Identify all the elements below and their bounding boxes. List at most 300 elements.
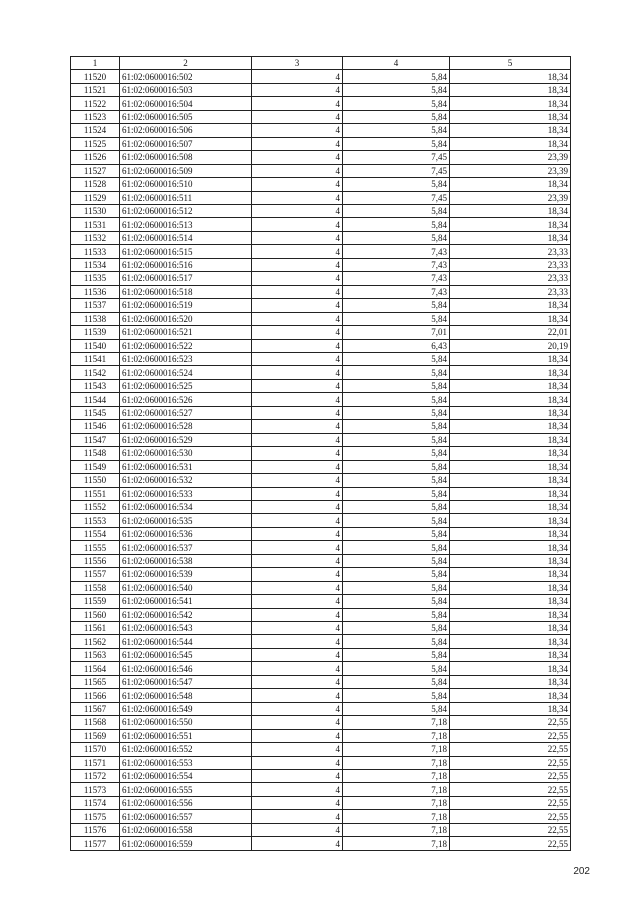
value-4-cell: 5,84 — [343, 581, 450, 594]
row-number-cell: 11538 — [71, 312, 120, 325]
value-3-cell: 4 — [252, 366, 343, 379]
cadastral-number-cell: 61:02:0600016:555 — [120, 783, 252, 796]
value-5-cell: 18,34 — [450, 595, 571, 608]
value-4-cell: 7,18 — [343, 756, 450, 769]
table-row — [71, 299, 571, 312]
table-row — [71, 716, 571, 729]
value-4-cell: 6,43 — [343, 339, 450, 352]
cadastral-number-cell: 61:02:0600016:537 — [120, 541, 252, 554]
value-3-cell: 4 — [252, 339, 343, 352]
value-5-cell: 18,34 — [450, 568, 571, 581]
value-3-cell: 4 — [252, 151, 343, 164]
table-row — [71, 258, 571, 271]
value-5-cell: 18,34 — [450, 393, 571, 406]
value-5-cell: 18,34 — [450, 70, 571, 83]
value-5-cell: 18,34 — [450, 110, 571, 123]
value-3-cell: 4 — [252, 729, 343, 742]
value-3-cell: 4 — [252, 97, 343, 110]
value-4-cell: 7,45 — [343, 191, 450, 204]
cadastral-number-cell: 61:02:0600016:521 — [120, 326, 252, 339]
value-5-cell: 23,39 — [450, 151, 571, 164]
table-row — [71, 285, 571, 298]
table-row — [71, 796, 571, 809]
value-4-cell: 5,84 — [343, 83, 450, 96]
value-3-cell: 4 — [252, 447, 343, 460]
value-4-cell: 5,84 — [343, 433, 450, 446]
table-row — [71, 460, 571, 473]
value-3-cell: 4 — [252, 406, 343, 419]
value-3-cell: 4 — [252, 608, 343, 621]
cadastral-number-cell: 61:02:0600016:532 — [120, 474, 252, 487]
table-row — [71, 837, 571, 850]
value-3-cell: 4 — [252, 379, 343, 392]
table-row — [71, 608, 571, 621]
table-row — [71, 178, 571, 191]
value-3-cell: 4 — [252, 662, 343, 675]
value-3-cell: 4 — [252, 124, 343, 137]
table-row — [71, 756, 571, 769]
cadastral-number-cell: 61:02:0600016:539 — [120, 568, 252, 581]
value-5-cell: 18,34 — [450, 420, 571, 433]
row-number-cell: 11550 — [71, 474, 120, 487]
value-3-cell: 4 — [252, 770, 343, 783]
row-number-cell: 11536 — [71, 285, 120, 298]
value-4-cell: 5,84 — [343, 379, 450, 392]
row-number-cell: 11568 — [71, 716, 120, 729]
value-5-cell: 18,34 — [450, 527, 571, 540]
table-row — [71, 554, 571, 567]
value-5-cell: 18,34 — [450, 500, 571, 513]
value-4-cell: 5,84 — [343, 675, 450, 688]
row-number-cell: 11531 — [71, 218, 120, 231]
table-row — [71, 124, 571, 137]
value-4-cell: 7,18 — [343, 729, 450, 742]
value-3-cell: 4 — [252, 83, 343, 96]
row-number-cell: 11530 — [71, 204, 120, 217]
value-3-cell: 4 — [252, 500, 343, 513]
value-5-cell: 18,34 — [450, 231, 571, 244]
value-4-cell: 5,84 — [343, 124, 450, 137]
row-number-cell: 11544 — [71, 393, 120, 406]
row-number-cell: 11560 — [71, 608, 120, 621]
row-number-cell: 11532 — [71, 231, 120, 244]
value-3-cell: 4 — [252, 70, 343, 83]
value-3-cell: 4 — [252, 487, 343, 500]
value-3-cell: 4 — [252, 460, 343, 473]
cadastral-number-cell: 61:02:0600016:520 — [120, 312, 252, 325]
value-4-cell: 7,18 — [343, 716, 450, 729]
cadastral-number-cell: 61:02:0600016:538 — [120, 554, 252, 567]
cadastral-number-cell: 61:02:0600016:531 — [120, 460, 252, 473]
table-row — [71, 83, 571, 96]
row-number-cell: 11562 — [71, 635, 120, 648]
table-row — [71, 514, 571, 527]
column-header-4: 4 — [343, 57, 450, 70]
value-4-cell: 5,84 — [343, 420, 450, 433]
row-number-cell: 11556 — [71, 554, 120, 567]
value-5-cell: 18,34 — [450, 581, 571, 594]
row-number-cell: 11555 — [71, 541, 120, 554]
value-5-cell: 20,19 — [450, 339, 571, 352]
value-3-cell: 4 — [252, 568, 343, 581]
page-number: 202 — [573, 866, 590, 877]
row-number-cell: 11528 — [71, 178, 120, 191]
row-number-cell: 11573 — [71, 783, 120, 796]
value-5-cell: 18,34 — [450, 97, 571, 110]
value-3-cell: 4 — [252, 474, 343, 487]
value-4-cell: 5,84 — [343, 487, 450, 500]
value-4-cell: 5,84 — [343, 527, 450, 540]
value-3-cell: 4 — [252, 178, 343, 191]
value-5-cell: 18,34 — [450, 352, 571, 365]
value-3-cell: 4 — [252, 716, 343, 729]
value-5-cell: 22,01 — [450, 326, 571, 339]
value-3-cell: 4 — [252, 823, 343, 836]
value-4-cell: 5,84 — [343, 568, 450, 581]
value-4-cell: 5,84 — [343, 622, 450, 635]
row-number-cell: 11529 — [71, 191, 120, 204]
value-5-cell: 22,55 — [450, 796, 571, 809]
value-5-cell: 22,55 — [450, 716, 571, 729]
value-3-cell: 4 — [252, 837, 343, 850]
table-row — [71, 326, 571, 339]
table-row — [71, 702, 571, 715]
value-4-cell: 7,18 — [343, 796, 450, 809]
row-number-cell: 11523 — [71, 110, 120, 123]
value-3-cell: 4 — [252, 393, 343, 406]
table-row — [71, 487, 571, 500]
cadastral-number-cell: 61:02:0600016:514 — [120, 231, 252, 244]
table-row — [71, 433, 571, 446]
value-5-cell: 18,34 — [450, 487, 571, 500]
row-number-cell: 11554 — [71, 527, 120, 540]
row-number-cell: 11553 — [71, 514, 120, 527]
cadastral-number-cell: 61:02:0600016:517 — [120, 272, 252, 285]
value-5-cell: 23,33 — [450, 258, 571, 271]
cadastral-number-cell: 61:02:0600016:504 — [120, 97, 252, 110]
row-number-cell: 11577 — [71, 837, 120, 850]
cadastral-table — [70, 56, 571, 851]
table-row — [71, 823, 571, 836]
value-5-cell: 18,34 — [450, 662, 571, 675]
cadastral-number-cell: 61:02:0600016:550 — [120, 716, 252, 729]
value-5-cell: 23,39 — [450, 164, 571, 177]
row-number-cell: 11521 — [71, 83, 120, 96]
row-number-cell: 11576 — [71, 823, 120, 836]
value-4-cell: 5,84 — [343, 595, 450, 608]
cadastral-number-cell: 61:02:0600016:527 — [120, 406, 252, 419]
row-number-cell: 11551 — [71, 487, 120, 500]
cadastral-number-cell: 61:02:0600016:506 — [120, 124, 252, 137]
cadastral-number-cell: 61:02:0600016:523 — [120, 352, 252, 365]
value-3-cell: 4 — [252, 433, 343, 446]
cadastral-number-cell: 61:02:0600016:557 — [120, 810, 252, 823]
value-5-cell: 18,34 — [450, 675, 571, 688]
cadastral-number-cell: 61:02:0600016:552 — [120, 743, 252, 756]
value-4-cell: 5,84 — [343, 702, 450, 715]
cadastral-number-cell: 61:02:0600016:534 — [120, 500, 252, 513]
row-number-cell: 11567 — [71, 702, 120, 715]
column-header-5: 5 — [450, 57, 571, 70]
value-3-cell: 4 — [252, 326, 343, 339]
value-4-cell: 5,84 — [343, 204, 450, 217]
row-number-cell: 11557 — [71, 568, 120, 581]
value-5-cell: 18,34 — [450, 622, 571, 635]
value-5-cell: 23,33 — [450, 285, 571, 298]
value-4-cell: 5,84 — [343, 474, 450, 487]
value-5-cell: 18,34 — [450, 204, 571, 217]
value-5-cell: 23,33 — [450, 272, 571, 285]
value-3-cell: 4 — [252, 675, 343, 688]
cadastral-number-cell: 61:02:0600016:542 — [120, 608, 252, 621]
value-5-cell: 18,34 — [450, 635, 571, 648]
row-number-cell: 11561 — [71, 622, 120, 635]
value-4-cell: 7,01 — [343, 326, 450, 339]
value-3-cell: 4 — [252, 218, 343, 231]
value-5-cell: 23,33 — [450, 245, 571, 258]
value-5-cell: 18,34 — [450, 648, 571, 661]
cadastral-number-cell: 61:02:0600016:554 — [120, 770, 252, 783]
value-3-cell: 4 — [252, 595, 343, 608]
header-row — [71, 57, 571, 70]
table-row — [71, 447, 571, 460]
value-5-cell: 22,55 — [450, 743, 571, 756]
row-number-cell: 11539 — [71, 326, 120, 339]
value-3-cell: 4 — [252, 635, 343, 648]
value-4-cell: 5,84 — [343, 110, 450, 123]
row-number-cell: 11545 — [71, 406, 120, 419]
value-3-cell: 4 — [252, 541, 343, 554]
table-row — [71, 191, 571, 204]
table-row — [71, 151, 571, 164]
row-number-cell: 11540 — [71, 339, 120, 352]
row-number-cell: 11558 — [71, 581, 120, 594]
row-number-cell: 11548 — [71, 447, 120, 460]
table-body — [71, 70, 571, 850]
cadastral-number-cell: 61:02:0600016:524 — [120, 366, 252, 379]
value-4-cell: 5,84 — [343, 97, 450, 110]
row-number-cell: 11520 — [71, 70, 120, 83]
value-5-cell: 18,34 — [450, 541, 571, 554]
value-5-cell: 22,55 — [450, 770, 571, 783]
value-5-cell: 22,55 — [450, 823, 571, 836]
value-3-cell: 4 — [252, 527, 343, 540]
value-4-cell: 5,84 — [343, 554, 450, 567]
cadastral-number-cell: 61:02:0600016:556 — [120, 796, 252, 809]
row-number-cell: 11534 — [71, 258, 120, 271]
row-number-cell: 11549 — [71, 460, 120, 473]
cadastral-number-cell: 61:02:0600016:503 — [120, 83, 252, 96]
value-3-cell: 4 — [252, 648, 343, 661]
table-row — [71, 568, 571, 581]
row-number-cell: 11541 — [71, 352, 120, 365]
cadastral-number-cell: 61:02:0600016:536 — [120, 527, 252, 540]
value-5-cell: 22,55 — [450, 837, 571, 850]
value-4-cell: 7,18 — [343, 810, 450, 823]
cadastral-number-cell: 61:02:0600016:513 — [120, 218, 252, 231]
row-number-cell: 11566 — [71, 689, 120, 702]
row-number-cell: 11533 — [71, 245, 120, 258]
cadastral-number-cell: 61:02:0600016:505 — [120, 110, 252, 123]
value-4-cell: 7,43 — [343, 272, 450, 285]
value-3-cell: 4 — [252, 581, 343, 594]
value-5-cell: 18,34 — [450, 137, 571, 150]
table-row — [71, 393, 571, 406]
value-3-cell: 4 — [252, 258, 343, 271]
row-number-cell: 11546 — [71, 420, 120, 433]
table-row — [71, 70, 571, 83]
table-row — [71, 379, 571, 392]
value-3-cell: 4 — [252, 702, 343, 715]
table-row — [71, 689, 571, 702]
table-row — [71, 500, 571, 513]
value-3-cell: 4 — [252, 756, 343, 769]
value-4-cell: 5,84 — [343, 635, 450, 648]
row-number-cell: 11542 — [71, 366, 120, 379]
row-number-cell: 11572 — [71, 770, 120, 783]
value-5-cell: 18,34 — [450, 554, 571, 567]
value-3-cell: 4 — [252, 191, 343, 204]
value-4-cell: 5,84 — [343, 689, 450, 702]
value-4-cell: 7,43 — [343, 245, 450, 258]
row-number-cell: 11559 — [71, 595, 120, 608]
cadastral-number-cell: 61:02:0600016:533 — [120, 487, 252, 500]
value-4-cell: 5,84 — [343, 70, 450, 83]
value-3-cell: 4 — [252, 312, 343, 325]
value-5-cell: 18,34 — [450, 447, 571, 460]
table-row — [71, 675, 571, 688]
column-header-1: 1 — [71, 57, 120, 70]
value-4-cell: 5,84 — [343, 393, 450, 406]
table-row — [71, 352, 571, 365]
value-4-cell: 5,84 — [343, 648, 450, 661]
value-5-cell: 23,39 — [450, 191, 571, 204]
row-number-cell: 11574 — [71, 796, 120, 809]
cadastral-number-cell: 61:02:0600016:528 — [120, 420, 252, 433]
cadastral-number-cell: 61:02:0600016:509 — [120, 164, 252, 177]
row-number-cell: 11563 — [71, 648, 120, 661]
value-4-cell: 5,84 — [343, 447, 450, 460]
value-3-cell: 4 — [252, 554, 343, 567]
table-row — [71, 581, 571, 594]
value-4-cell: 7,45 — [343, 164, 450, 177]
cadastral-number-cell: 61:02:0600016:525 — [120, 379, 252, 392]
cadastral-number-cell: 61:02:0600016:518 — [120, 285, 252, 298]
table-row — [71, 164, 571, 177]
column-header-3: 3 — [252, 57, 343, 70]
row-number-cell: 11525 — [71, 137, 120, 150]
column-header-2: 2 — [120, 57, 252, 70]
table-row — [71, 662, 571, 675]
table-row — [71, 635, 571, 648]
cadastral-number-cell: 61:02:0600016:526 — [120, 393, 252, 406]
cadastral-number-cell: 61:02:0600016:510 — [120, 178, 252, 191]
table-row — [71, 648, 571, 661]
cadastral-number-cell: 61:02:0600016:545 — [120, 648, 252, 661]
cadastral-number-cell: 61:02:0600016:540 — [120, 581, 252, 594]
cadastral-number-cell: 61:02:0600016:511 — [120, 191, 252, 204]
row-number-cell: 11527 — [71, 164, 120, 177]
value-3-cell: 4 — [252, 796, 343, 809]
value-5-cell: 18,34 — [450, 83, 571, 96]
value-5-cell: 18,34 — [450, 608, 571, 621]
value-5-cell: 18,34 — [450, 178, 571, 191]
table-row — [71, 595, 571, 608]
value-4-cell: 7,45 — [343, 151, 450, 164]
table-row — [71, 783, 571, 796]
value-5-cell: 18,34 — [450, 379, 571, 392]
cadastral-number-cell: 61:02:0600016:515 — [120, 245, 252, 258]
cadastral-number-cell: 61:02:0600016:553 — [120, 756, 252, 769]
value-3-cell: 4 — [252, 783, 343, 796]
table-row — [71, 218, 571, 231]
value-4-cell: 5,84 — [343, 352, 450, 365]
value-4-cell: 7,18 — [343, 743, 450, 756]
value-4-cell: 5,84 — [343, 218, 450, 231]
value-4-cell: 7,18 — [343, 783, 450, 796]
cadastral-number-cell: 61:02:0600016:549 — [120, 702, 252, 715]
value-4-cell: 7,43 — [343, 285, 450, 298]
value-5-cell: 22,55 — [450, 756, 571, 769]
value-4-cell: 5,84 — [343, 500, 450, 513]
row-number-cell: 11552 — [71, 500, 120, 513]
table-row — [71, 97, 571, 110]
value-3-cell: 4 — [252, 137, 343, 150]
value-5-cell: 18,34 — [450, 124, 571, 137]
value-5-cell: 22,55 — [450, 729, 571, 742]
value-3-cell: 4 — [252, 231, 343, 244]
value-3-cell: 4 — [252, 204, 343, 217]
table-row — [71, 366, 571, 379]
value-3-cell: 4 — [252, 285, 343, 298]
row-number-cell: 11570 — [71, 743, 120, 756]
value-5-cell: 18,34 — [450, 702, 571, 715]
value-4-cell: 7,18 — [343, 823, 450, 836]
row-number-cell: 11575 — [71, 810, 120, 823]
value-4-cell: 5,84 — [343, 366, 450, 379]
table-row — [71, 743, 571, 756]
value-3-cell: 4 — [252, 299, 343, 312]
value-5-cell: 22,55 — [450, 810, 571, 823]
value-4-cell: 7,18 — [343, 837, 450, 850]
table-row — [71, 312, 571, 325]
row-number-cell: 11569 — [71, 729, 120, 742]
value-3-cell: 4 — [252, 514, 343, 527]
cadastral-number-cell: 61:02:0600016:508 — [120, 151, 252, 164]
value-4-cell: 5,84 — [343, 231, 450, 244]
cadastral-number-cell: 61:02:0600016:551 — [120, 729, 252, 742]
cadastral-number-cell: 61:02:0600016:547 — [120, 675, 252, 688]
cadastral-number-cell: 61:02:0600016:502 — [120, 70, 252, 83]
row-number-cell: 11571 — [71, 756, 120, 769]
value-4-cell: 5,84 — [343, 137, 450, 150]
value-3-cell: 4 — [252, 272, 343, 285]
cadastral-number-cell: 61:02:0600016:507 — [120, 137, 252, 150]
table-row — [71, 770, 571, 783]
cadastral-number-cell: 61:02:0600016:546 — [120, 662, 252, 675]
value-5-cell: 18,34 — [450, 689, 571, 702]
table-row — [71, 527, 571, 540]
table-row — [71, 406, 571, 419]
row-number-cell: 11524 — [71, 124, 120, 137]
value-4-cell: 5,84 — [343, 406, 450, 419]
value-5-cell: 18,34 — [450, 299, 571, 312]
cadastral-number-cell: 61:02:0600016:544 — [120, 635, 252, 648]
row-number-cell: 11526 — [71, 151, 120, 164]
table-row — [71, 474, 571, 487]
cadastral-number-cell: 61:02:0600016:530 — [120, 447, 252, 460]
value-5-cell: 18,34 — [450, 460, 571, 473]
